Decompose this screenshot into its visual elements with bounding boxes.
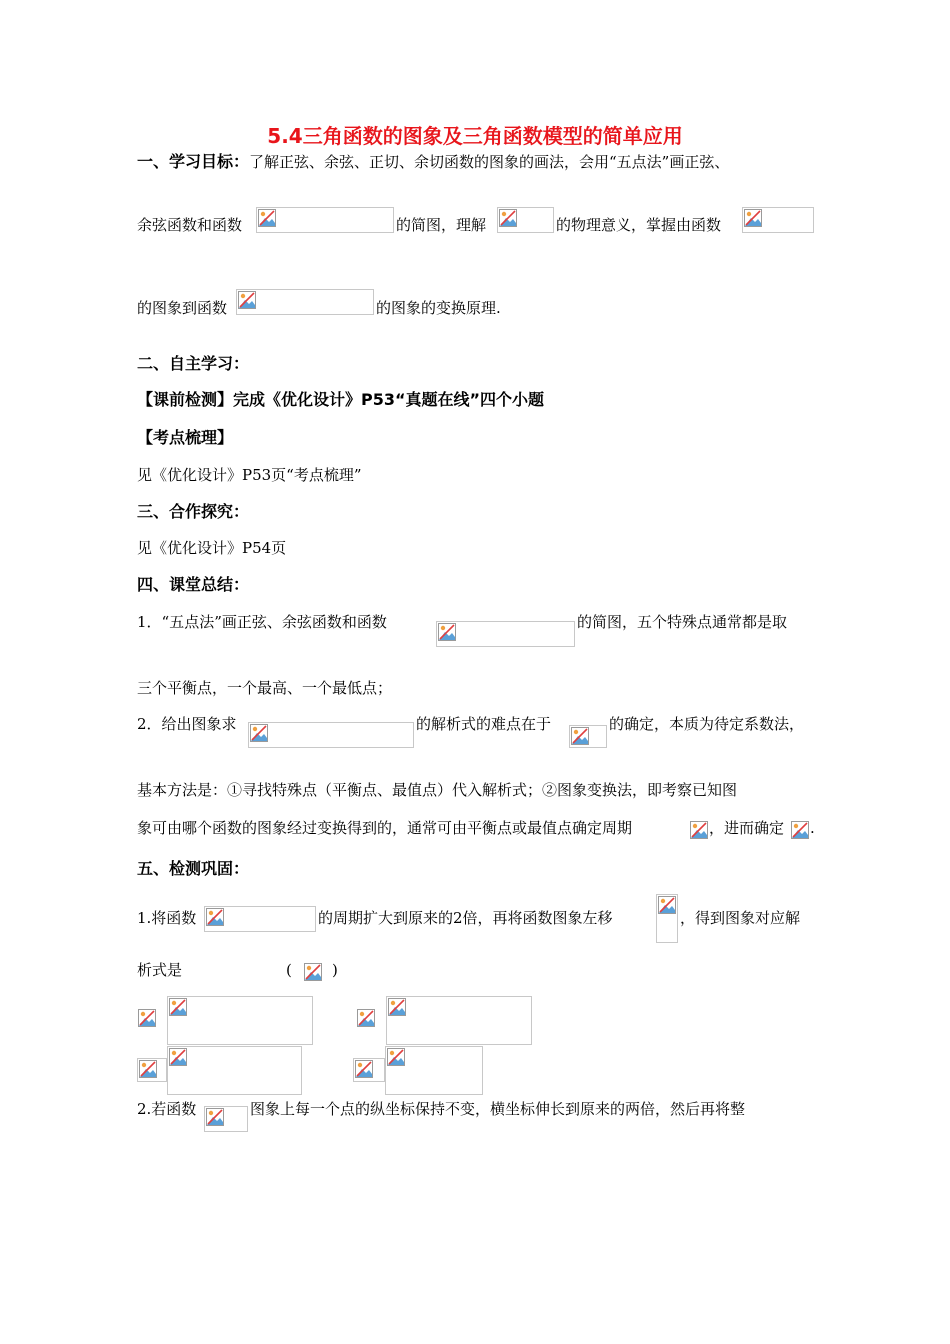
section3-heading: 三、合作探究：: [137, 502, 250, 521]
review-text: 见《优化设计》P53页“考点梳理”: [137, 466, 362, 484]
broken-image-icon: [250, 724, 268, 742]
answer-blank-image: [303, 962, 325, 982]
summary-p2c: 的确定，本质为待定系数法，: [609, 715, 805, 733]
formula-image: [204, 1106, 248, 1132]
broken-image-icon: [791, 821, 809, 839]
formula-image: [656, 894, 678, 943]
broken-image-icon: [387, 1048, 405, 1066]
summary-p1a: 1．“五点法”画正弦、余弦函数和函数: [137, 613, 387, 631]
broken-image-icon: [658, 896, 676, 914]
broken-image-icon: [169, 1048, 187, 1066]
option-b-label: [356, 1008, 378, 1031]
section1-line3b: 的图象的变换原理.: [376, 299, 501, 317]
pre-check-text: 【课前检测】完成《优化设计》P53“真题在线”四个小题: [137, 390, 545, 409]
q2a: 2.若函数: [137, 1100, 197, 1118]
broken-image-icon: [571, 727, 589, 745]
formula-image: [569, 725, 607, 748]
summary-p2e-line: [137, 817, 632, 839]
formula-image: [436, 621, 575, 647]
section1-line1: [137, 151, 729, 173]
broken-image-icon: [169, 998, 187, 1016]
option-a-label: [137, 1008, 159, 1031]
option-c-label: [137, 1058, 167, 1082]
section1-text: 了解正弦、余弦、正切、余切函数的图象的画法，会用“五点法”画正弦、: [249, 153, 730, 171]
section2-heading: 二、自主学习：: [137, 354, 250, 373]
summary-p2b: 的解析式的难点在于: [416, 715, 552, 733]
summary-p2e: 象可由哪个函数的图象经过变换得到的，通常可由平衡点或最值点确定周期: [137, 819, 633, 837]
broken-image-icon: [438, 623, 456, 641]
section1-line2b: 的简图，理解: [396, 216, 487, 234]
broken-image-icon: [499, 209, 517, 227]
section1-line3a: 的图象到函数: [137, 299, 228, 317]
summary-p2a: 2．给出图象求: [137, 715, 237, 733]
broken-image-icon: [206, 1108, 224, 1126]
section3-text: 见《优化设计》P54页: [137, 539, 287, 557]
section1-line2a: 余弦函数和函数: [137, 216, 243, 234]
section5-heading: 五、检测巩固：: [137, 859, 250, 878]
summary-p1b: 的简图，五个特殊点通常都是取: [577, 613, 788, 631]
section1-line2c: 的物理意义，掌握由函数: [556, 216, 722, 234]
broken-image-icon: [258, 209, 276, 227]
formula-image: [236, 289, 374, 315]
summary-p2d: 基本方法是：①寻找特殊点（平衡点、最值点）代入解析式；②图象变换法，即考察已知图: [137, 781, 738, 799]
formula-image: [790, 820, 810, 841]
broken-image-icon: [388, 998, 406, 1016]
option-c-formula: [167, 1046, 302, 1095]
option-d-formula: [385, 1046, 483, 1095]
broken-image-icon: [355, 1060, 373, 1078]
broken-image-icon: [206, 908, 224, 926]
summary-p2f: ，进而确定: [709, 819, 785, 837]
formula-image: [497, 207, 554, 233]
broken-image-icon: [238, 291, 256, 309]
summary-p1c: 三个平衡点，一个最高、一个最低点；: [137, 679, 393, 697]
review-heading: 【考点梳理】: [137, 428, 234, 447]
formula-image: [248, 722, 414, 748]
broken-image-icon: [138, 1009, 156, 1027]
broken-image-icon: [304, 963, 322, 981]
broken-image-icon: [690, 821, 708, 839]
option-a-formula: [167, 996, 313, 1045]
option-b-formula: [386, 996, 532, 1045]
q1f: ): [332, 961, 338, 979]
q1a: 1.将函数: [137, 909, 197, 927]
formula-image: [742, 207, 814, 233]
broken-image-icon: [744, 209, 762, 227]
formula-image: [689, 820, 709, 841]
option-d-label: [353, 1058, 385, 1082]
q2b: 图象上每一个点的纵坐标保持不变，横坐标伸长到原来的两倍，然后再将整: [250, 1100, 746, 1118]
page-title: 5.4三角函数的图象及三角函数模型的简单应用: [267, 124, 683, 148]
q1d: 析式是: [137, 961, 183, 979]
q1e: (: [286, 961, 292, 979]
section1-heading: 一、学习目标：: [137, 152, 250, 171]
formula-image: [256, 207, 394, 233]
q1b: 的周期扩大到原来的2倍，再将函数图象左移: [318, 909, 613, 927]
summary-p2g: .: [810, 819, 815, 837]
broken-image-icon: [139, 1060, 157, 1078]
broken-image-icon: [357, 1009, 375, 1027]
section4-heading: 四、课堂总结：: [137, 575, 250, 594]
q1c: ，得到图象对应解: [680, 909, 801, 927]
formula-image: [204, 906, 316, 932]
